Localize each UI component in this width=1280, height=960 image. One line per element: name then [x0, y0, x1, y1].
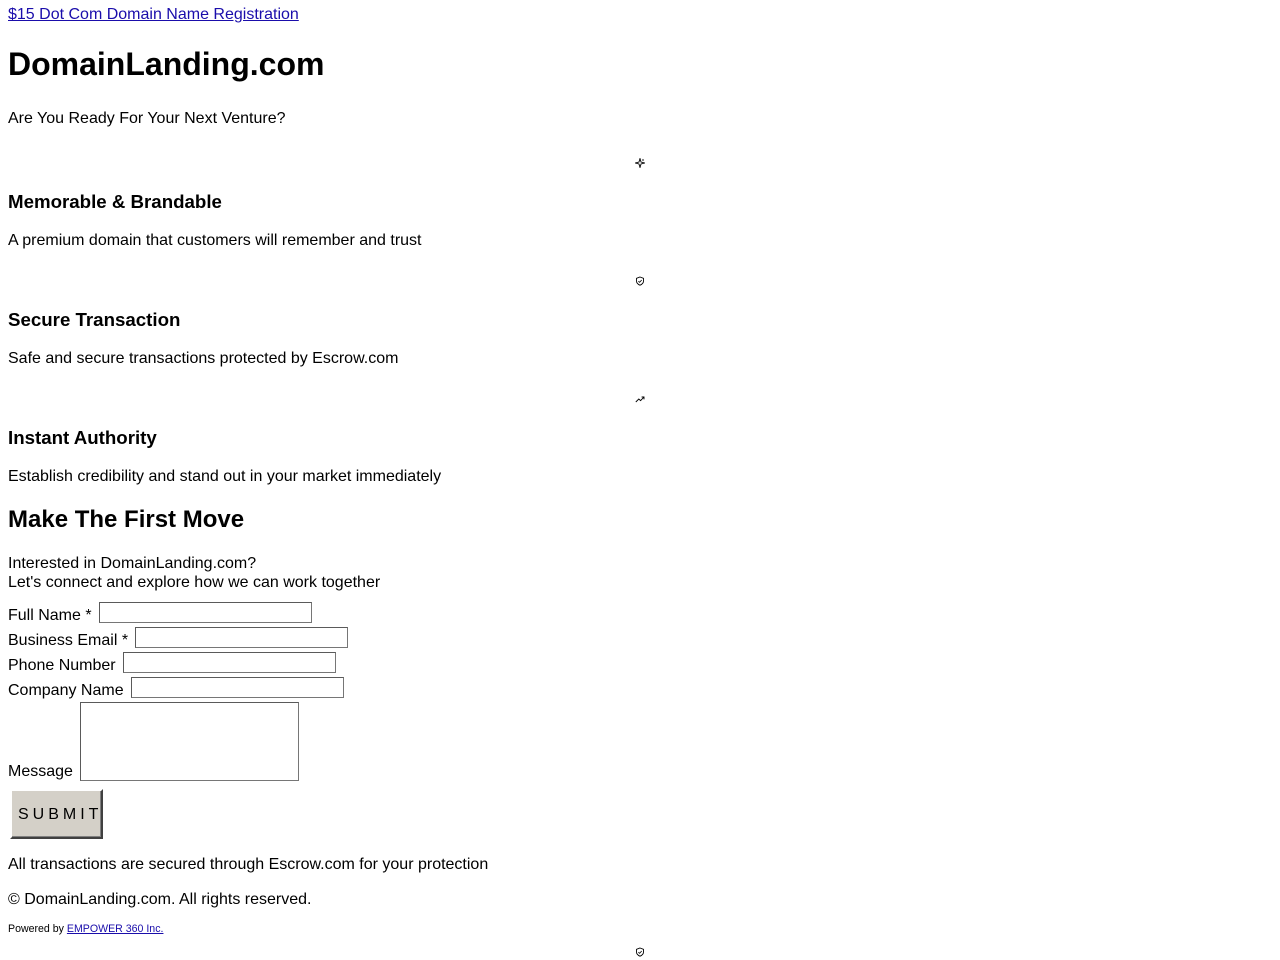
tagline: Are You Ready For Your Next Venture? [8, 110, 286, 127]
phone-row [8, 650, 1272, 675]
feature-authority [8, 394, 1272, 486]
phone-label: Phone Number [8, 657, 116, 674]
cta-title: Make The First Move [8, 506, 245, 533]
feature-memorable [8, 158, 1272, 250]
phone-input[interactable] [123, 652, 336, 673]
business-email-row [8, 625, 1272, 650]
feature-description: A premium domain that customers will remember and trust [8, 232, 422, 249]
full-name-input[interactable] [99, 602, 312, 623]
feature-secure [8, 276, 1272, 368]
cta-line-2: Let's connect and explore how we can work together [8, 574, 381, 591]
copyright: © DomainLanding.com. All rights reserved. [8, 891, 312, 908]
feature-title: Secure Transaction [8, 309, 181, 330]
message-label: Message [8, 763, 73, 780]
powered-by [8, 923, 1272, 935]
feature-title: Instant Authority [8, 427, 157, 448]
shield-icon [635, 947, 645, 957]
message-row [8, 700, 1272, 781]
full-name-row [8, 600, 1272, 625]
sparkle-icon [635, 158, 645, 168]
feature-description: Safe and secure transactions protected by Escrow.com [8, 350, 399, 367]
message-textarea[interactable] [80, 702, 299, 781]
submit-button[interactable]: SUBMIT [10, 789, 103, 839]
feature-title: Memorable & Brandable [8, 191, 222, 212]
empower-link[interactable]: EMPOWER 360 Inc. [66, 923, 164, 935]
business-email-label: Business Email * [8, 632, 129, 649]
contact-form [8, 600, 1272, 839]
shield-icon [635, 276, 645, 286]
company-label: Company Name [8, 682, 124, 699]
cta-text-block [8, 554, 1272, 592]
site-title: DomainLanding.com [8, 46, 325, 82]
business-email-input[interactable] [135, 627, 348, 648]
page [0, 6, 1280, 957]
company-input[interactable] [131, 677, 344, 698]
trending-up-icon [635, 394, 645, 404]
escrow-note: All transactions are secured through Escrow.com for your protection [8, 856, 489, 873]
domain-registration-link[interactable]: $15 Dot Com Domain Name Registration [8, 6, 299, 23]
cta-line-1: Interested in DomainLanding.com? [8, 555, 257, 572]
powered-by-prefix: Powered by [8, 923, 67, 935]
feature-description: Establish credibility and stand out in your market immediately [8, 468, 442, 485]
company-row [8, 675, 1272, 700]
full-name-label: Full Name * [8, 607, 92, 624]
